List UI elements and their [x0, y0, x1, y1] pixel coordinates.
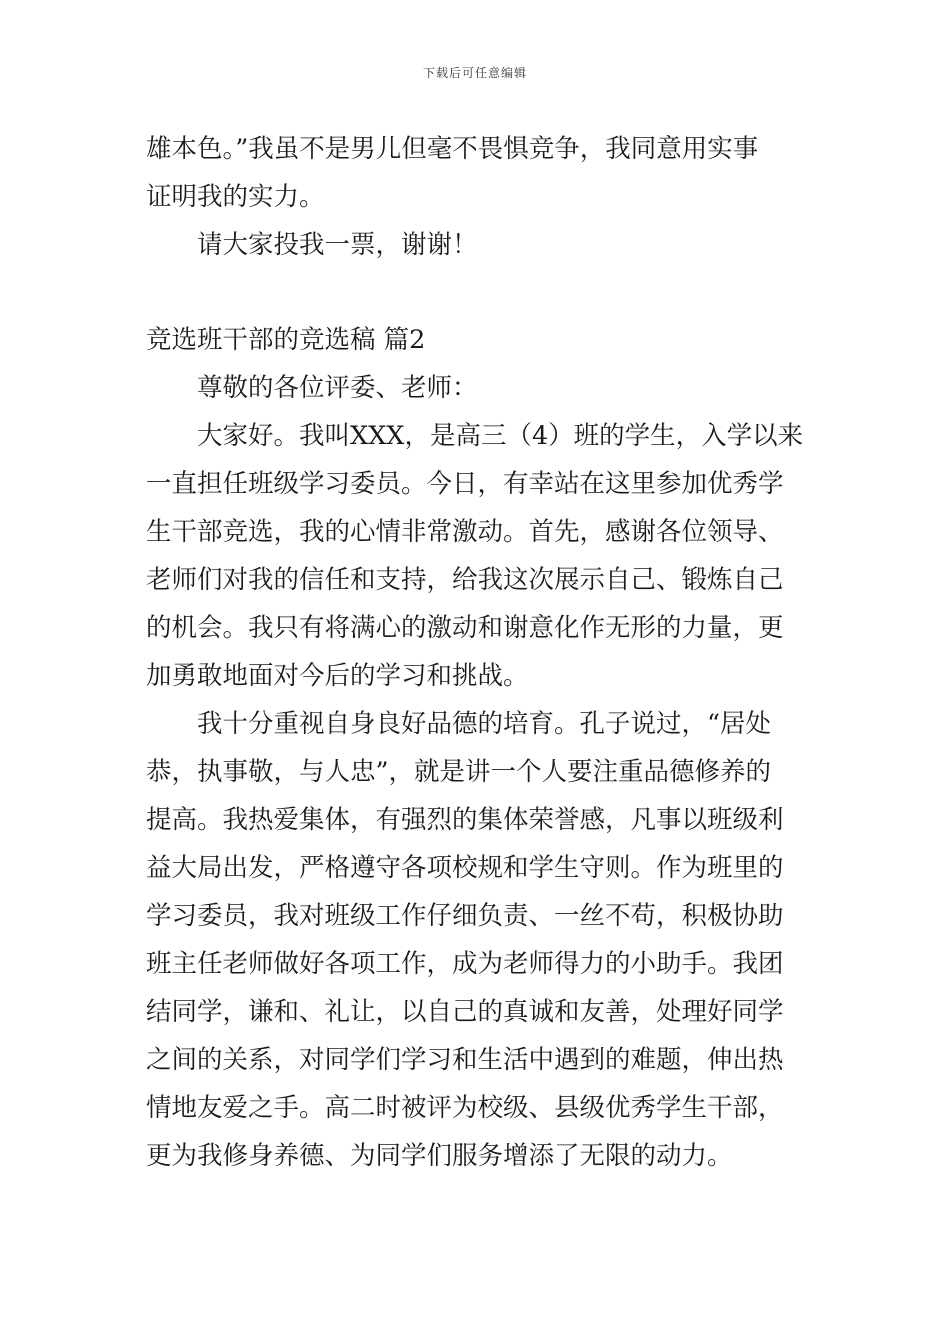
document-body	[146, 125, 806, 1180]
section-title: 竞选班干部的竞选稿 篇2	[146, 325, 426, 355]
paragraph-line: 学习委员，我对班级工作仔细负责、一丝不苟，积极协助	[146, 901, 784, 931]
section-gap	[146, 269, 806, 316]
paragraph-line: 提高。我热爱集体，有强烈的集体荣誉感，凡事以班级利	[146, 805, 784, 835]
salutation: 尊敬的各位评委、老师：	[197, 373, 478, 403]
paragraph-line: 请大家投我一票，谢谢！	[197, 230, 478, 260]
paragraph-line: 我十分重视自身良好品德的培育。孔子说过，“居处	[197, 709, 772, 739]
paragraph-line: 加勇敢地面对今后的学习和挑战。	[146, 661, 529, 691]
paragraph-line: 证明我的实力。	[146, 182, 325, 212]
paragraph-line: 大家好。我叫XXX，是高三（4）班的学生，入学以来	[197, 421, 804, 451]
paragraph-line: 生干部竞选，我的心情非常激动。首先，感谢各位领导、	[146, 517, 784, 547]
paragraph-line: 恭，执事敬，与人忠”，就是讲一个人要注重品德修养的	[146, 757, 772, 787]
paragraph-line: 老师们对我的信任和支持，给我这次展示自己、锻炼自己	[146, 565, 784, 595]
paragraph-line: 班主任老师做好各项工作，成为老师得力的小助手。我团	[146, 949, 784, 979]
paragraph-line: 益大局出发，严格遵守各项校规和学生守则。作为班里的	[146, 853, 784, 883]
paragraph-line: 结同学，谦和、礼让，以自己的真诚和友善，处理好同学	[146, 997, 784, 1027]
paragraph-line: 更为我修身养德、为同学们服务增添了无限的动力。	[146, 1141, 733, 1171]
paragraph-line: 之间的关系，对同学们学习和生活中遇到的难题，伸出热	[146, 1045, 784, 1075]
paragraph-line: 的机会。我只有将满心的激动和谢意化作无形的力量，更	[146, 613, 784, 643]
paragraph-line: 情地友爱之手。高二时被评为校级、县级优秀学生干部，	[146, 1093, 784, 1123]
paragraph-line: 雄本色。”我虽不是男儿但毫不畏惧竞争，我同意用实事	[146, 134, 759, 164]
paragraph-line: 一直担任班级学习委员。今日，有幸站在这里参加优秀学	[146, 469, 784, 499]
page-header-note: 下载后可任意编辑	[422, 66, 527, 80]
